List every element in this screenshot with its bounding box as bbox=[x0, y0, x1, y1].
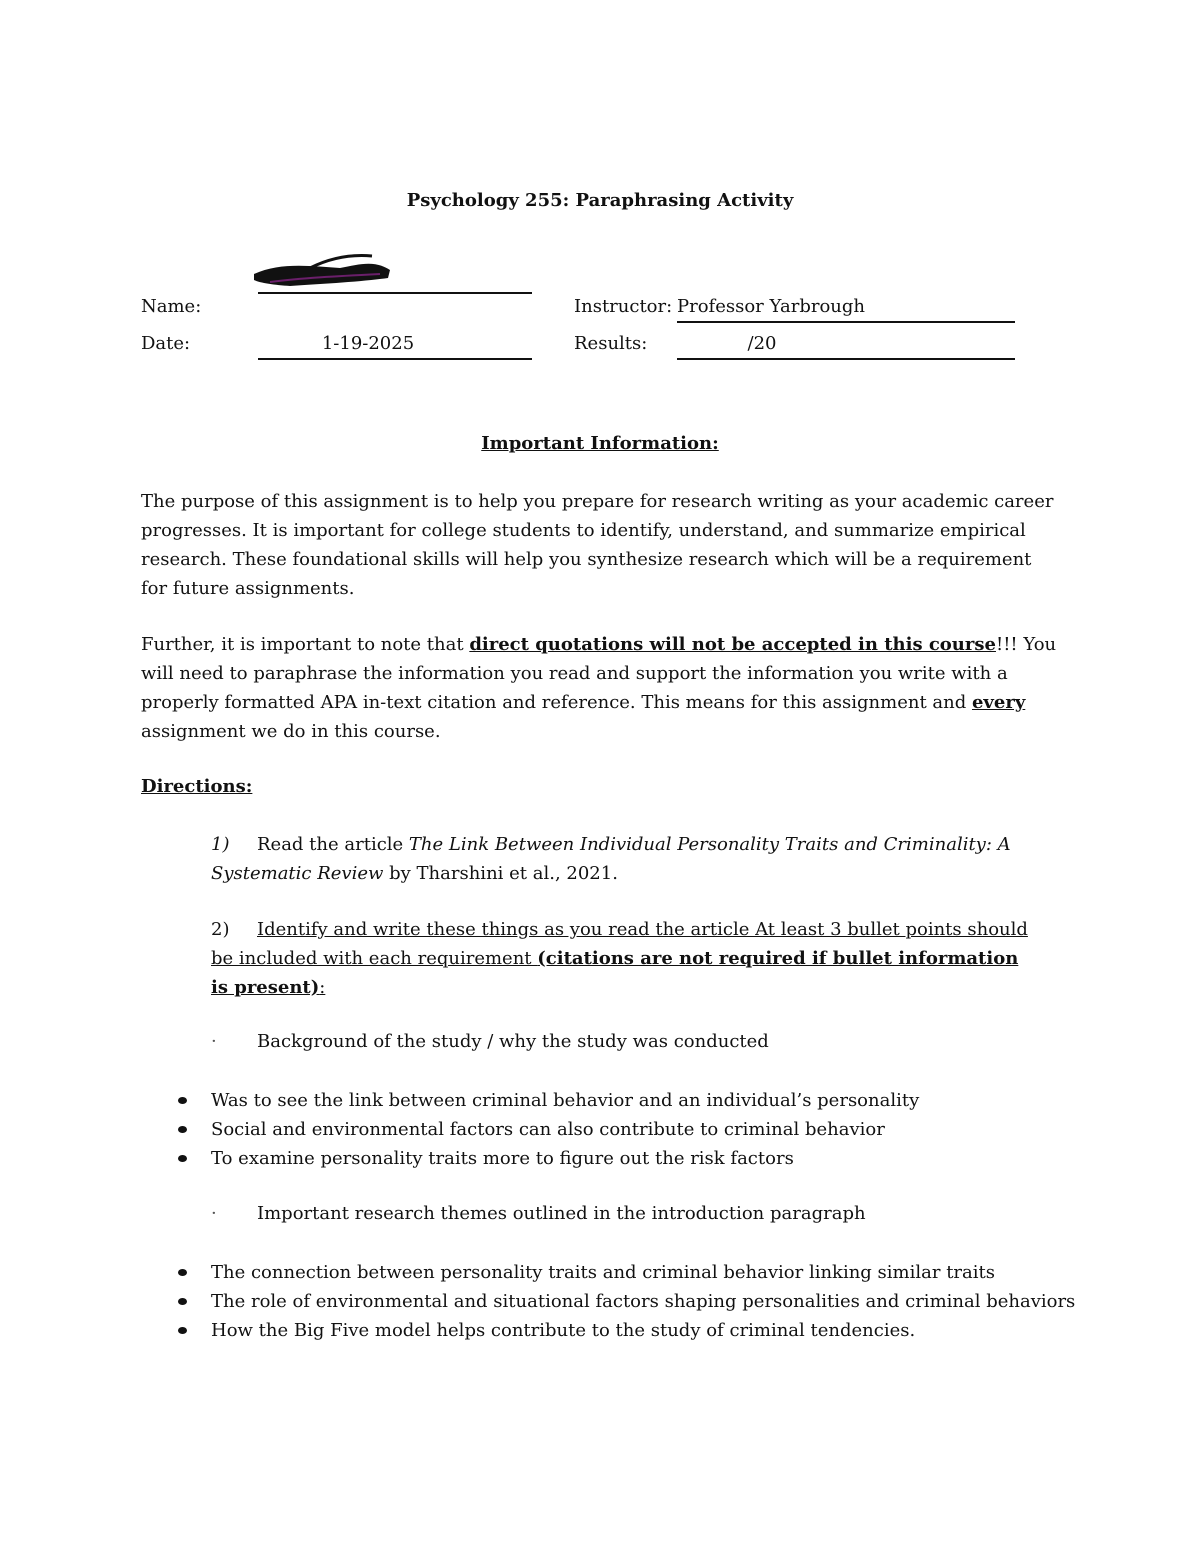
results-underline bbox=[677, 358, 1015, 360]
list-item: How the Big Five model helps contribute to the study of criminal tendencies. bbox=[176, 1316, 1075, 1345]
step-2 bbox=[211, 915, 1031, 1002]
name-underline bbox=[258, 292, 532, 294]
quotation-text-start: Further, it is important to note that bbox=[141, 634, 470, 655]
themes-bullet-list bbox=[176, 1258, 1075, 1345]
redaction-scribble bbox=[250, 252, 400, 292]
list-item: The role of environmental and situational factors shaping personalities and criminal behaviors bbox=[176, 1287, 1075, 1316]
bullet-dot-icon bbox=[178, 1269, 187, 1276]
page-title: Psychology 255: Paraphrasing Activity bbox=[406, 190, 794, 211]
purpose-paragraph: The purpose of this assignment is to help you prepare for research writing as your academic career progresses. It is important for college students to identify, understand, and summarize empirical research. These foundational skills will help you synthesize research which will be a requirement for future assignments. bbox=[141, 491, 1054, 599]
bullet-dot-icon bbox=[178, 1155, 187, 1162]
results-label: Results: bbox=[574, 333, 648, 354]
instructor-label: Instructor: bbox=[574, 296, 673, 317]
bullet-dot-icon bbox=[178, 1298, 187, 1305]
step-2-text: Identify and write these things as you read the article At least 3 bullet points should be included with each requirement bbox=[211, 919, 1028, 969]
directions-heading: Directions: bbox=[141, 776, 253, 797]
date-label: Date: bbox=[141, 333, 191, 354]
date-underline bbox=[258, 358, 532, 360]
step-2-number: 2) bbox=[211, 919, 230, 940]
list-item: Was to see the link between criminal behavior and an individual’s personality bbox=[176, 1086, 919, 1115]
step-1-post: by Tharshini et al., 2021. bbox=[383, 863, 618, 884]
article-title: The Link Between Individual Personality Traits and Criminality: A Systematic Review bbox=[211, 834, 1011, 884]
instructor-underline bbox=[677, 321, 1015, 323]
instructor-value: Professor Yarbrough bbox=[677, 296, 865, 317]
quotation-paragraph bbox=[141, 630, 1061, 746]
section-background-title: Background of the study / why the study was conducted bbox=[257, 1031, 769, 1052]
small-bullet-icon: · bbox=[211, 1203, 217, 1224]
quotation-text-mid: !!! You will need to paraphrase the information you read and support the information you write with a properly formatted APA in-text citation and reference. This means for this assignment and bbox=[141, 634, 1057, 713]
bullet-dot-icon bbox=[178, 1097, 187, 1104]
every-emphasis: every bbox=[971, 692, 1026, 713]
section-background-heading bbox=[211, 1031, 769, 1052]
small-bullet-icon: · bbox=[211, 1031, 217, 1052]
step-2-end: : bbox=[319, 977, 326, 998]
bullet-dot-icon bbox=[178, 1126, 187, 1133]
important-heading: Important Information: bbox=[481, 433, 719, 454]
section-themes-title: Important research themes outlined in the introduction paragraph bbox=[257, 1203, 866, 1224]
bullet-dot-icon bbox=[178, 1327, 187, 1334]
quotation-warning: direct quotations will not be accepted in this course bbox=[469, 634, 996, 655]
step-2-bold: (citations are not required if bullet information is present) bbox=[211, 948, 1019, 998]
name-label: Name: bbox=[141, 296, 202, 317]
section-themes-heading bbox=[211, 1203, 866, 1224]
list-item: To examine personality traits more to figure out the risk factors bbox=[176, 1144, 919, 1173]
background-bullet-list bbox=[176, 1086, 919, 1173]
results-value: /20 bbox=[747, 333, 777, 354]
step-1-number: 1) bbox=[211, 834, 230, 855]
list-item: Social and environmental factors can also contribute to criminal behavior bbox=[176, 1115, 919, 1144]
quotation-text-end: assignment we do in this course. bbox=[141, 721, 441, 742]
step-1 bbox=[211, 830, 1031, 888]
date-value: 1-19-2025 bbox=[321, 333, 415, 354]
list-item: The connection between personality traits and criminal behavior linking similar traits bbox=[176, 1258, 1075, 1287]
step-1-pre: Read the article bbox=[257, 834, 409, 855]
